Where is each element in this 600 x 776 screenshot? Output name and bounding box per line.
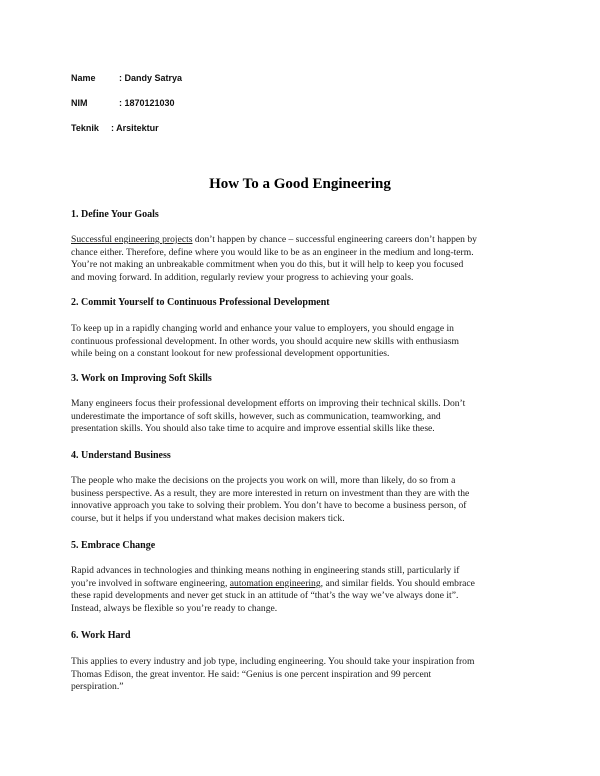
- section-heading: 1. Define Your Goals: [71, 209, 159, 220]
- paragraph-line: while being on a constant lookout for new professional development opportunities.: [71, 348, 390, 360]
- section-heading: 3. Work on Improving Soft Skills: [71, 373, 212, 384]
- teknik-row: [71, 123, 159, 133]
- paragraph-line: Instead, always be flexible so you’re ready to change.: [71, 602, 278, 614]
- paragraph-line: To keep up in a rapidly changing world and enhance your value to employers, you should engage in: [71, 323, 454, 334]
- nim-row: [71, 98, 175, 108]
- section-heading: 6. Work Hard: [71, 630, 131, 641]
- section-paragraph: [71, 398, 539, 436]
- name-row: [71, 73, 182, 83]
- paragraph-line: [71, 234, 539, 247]
- section-paragraph: [71, 656, 539, 694]
- teknik-label: Teknik: [71, 123, 99, 133]
- teknik-value: : Arsitektur: [111, 123, 159, 133]
- paragraph-line: presentation skills. You should also take time to acquire and improve essential skills like these.: [71, 423, 435, 435]
- paragraph-line: Rapid advances in technologies and thinking means nothing in engineering stands still, particularly if: [71, 565, 460, 576]
- nim-value: : 1870121030: [119, 98, 175, 108]
- line-text: don’t happen by chance – successful engineering careers don’t happen by: [194, 234, 477, 245]
- paragraph-line: You’re not making an unbreakable commitment when you do this, but it will help to keep you focused: [71, 259, 464, 271]
- paragraph-line: business perspective. As a result, they are more interested in return on investment than they are with the: [71, 487, 470, 499]
- section-heading: 2. Commit Yourself to Continuous Professional Development: [71, 297, 330, 308]
- paragraph-line: underestimate the importance of soft skills, however, such as communication, teamworking, and: [71, 410, 441, 422]
- name-label: Name: [71, 73, 96, 83]
- successful-projects-link[interactable]: Successful engineering projects: [71, 234, 193, 245]
- paragraph-line: continuous professional development. In other words, you should acquire new skills with enthusiasm: [71, 335, 459, 347]
- section-heading: 4. Understand Business: [71, 450, 171, 461]
- automation-engineering-link[interactable]: automation engineering: [229, 577, 321, 589]
- name-value: : Dandy Satrya: [119, 73, 183, 83]
- document-title: How To a Good Engineering: [209, 176, 391, 192]
- section-paragraph: [71, 323, 539, 361]
- paragraph-line: these rapid developments and never get stuck in an attitude of “that’s the way we’ve always done it”.: [71, 590, 459, 602]
- line-text: , and similar fields. You should embrace: [320, 577, 475, 589]
- paragraph-line: perspiration.”: [71, 681, 124, 693]
- section-heading: 5. Embrace Change: [71, 540, 156, 551]
- paragraph-line: This applies to every industry and job type, including engineering. You should take your inspiration from: [71, 656, 475, 667]
- paragraph-line: The people who make the decisions on the projects you work on will, more than likely, do so from a: [71, 475, 456, 486]
- paragraph-line: Many engineers focus their professional development efforts on improving their technical skills. Don’t: [71, 398, 466, 409]
- paragraph-line: [71, 578, 539, 591]
- paragraph-line: and moving forward. In addition, regularly review your progress to achieving your goals.: [71, 271, 414, 283]
- section-paragraph: [71, 475, 539, 525]
- section-paragraph: [71, 234, 539, 284]
- paragraph-line: Thomas Edison, the great inventor. He said: “Genius is one percent inspiration and 99 percent: [71, 668, 432, 680]
- paragraph-line: course, but it helps if you understand what makes decision makers tick.: [71, 512, 345, 524]
- paragraph-line: chance either. Therefore, define where you would like to be as an engineer in the medium and long-term.: [71, 246, 474, 258]
- line-text: you’re involved in software engineering,: [71, 577, 228, 589]
- section-paragraph: [71, 565, 539, 615]
- nim-label: NIM: [71, 98, 88, 108]
- paragraph-line: innovative approach you take to solving their problem. You don’t have to become a business person, of: [71, 500, 467, 512]
